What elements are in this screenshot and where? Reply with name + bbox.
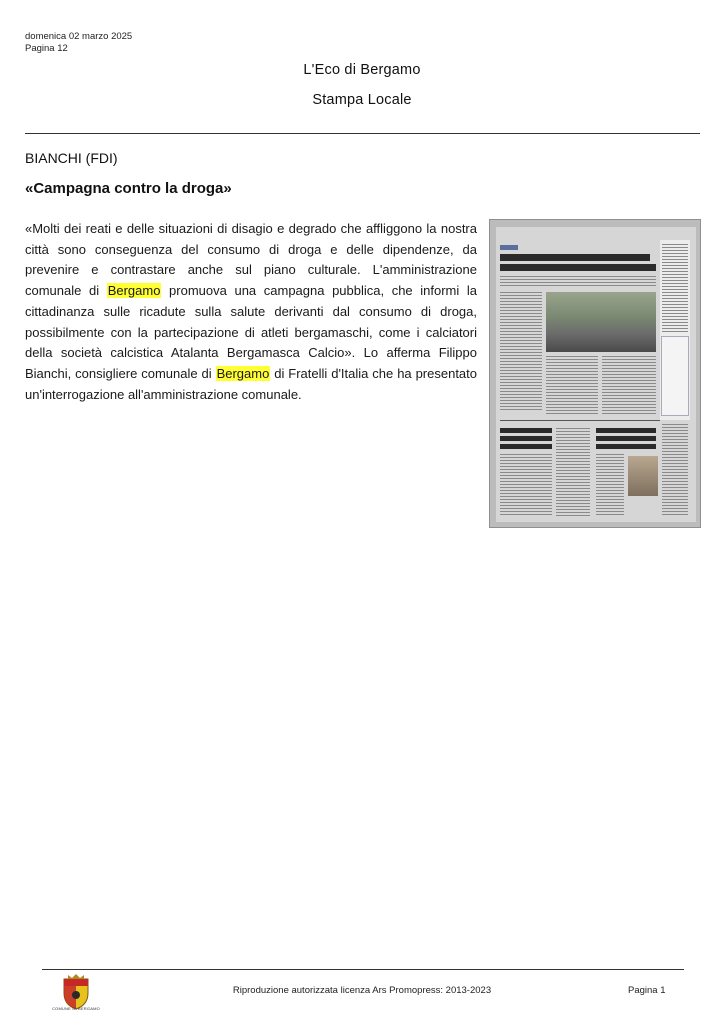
thumbnail-photo — [628, 456, 658, 496]
newspaper-page-thumbnail[interactable] — [489, 219, 701, 528]
header-divider — [25, 133, 700, 134]
issue-page: Pagina 12 — [25, 42, 68, 54]
highlighted-keyword: Bergamo — [216, 365, 270, 381]
issue-date: domenica 02 marzo 2025 — [25, 31, 133, 42]
thumbnail-subheadline — [500, 428, 552, 433]
thumbnail-photo — [546, 292, 656, 352]
article-headline: «Campagna contro la droga» — [25, 180, 232, 197]
article-text-segment: promuova una campagna pubblica, che informi la cittadinanza sulle ricadute sulla salute derivanti dal consumo di droga, possibilmente con la partecipazione di atleti bergamaschi, come i calciatori della società calcistica Atalanta Bergamasca Calcio». Lo afferma Filippo Bianchi, consigliere comunale di — [25, 283, 477, 381]
thumbnail-column — [500, 454, 552, 516]
article-text-segment: di Fratelli d'Italia che ha presentato un'interrogazione all'amministrazione comunale. — [25, 365, 478, 402]
publication-name: L'Eco di Bergamo — [303, 62, 421, 78]
article-text-segment: «Molti dei reati e delle situazioni di disagio e degrado che affliggono la nostra città sono conseguenza del consumo di droga e delle dipendenze, da prevenire e contrastare anche sul piano culturale. L'amministrazione comunale di — [25, 221, 477, 299]
thumbnail-subheadline — [596, 436, 656, 441]
footer-divider — [42, 969, 684, 970]
page-meta — [25, 31, 132, 54]
section-name: Stampa Locale — [312, 92, 412, 108]
highlighted-keyword: Bergamo — [107, 283, 161, 299]
footer-page-number: Pagina 1 — [628, 985, 666, 996]
thumbnail-subheadline — [500, 444, 552, 449]
thumbnail-sidebar-text — [662, 244, 688, 332]
thumbnail-column — [500, 292, 542, 412]
thumbnail-section-tag — [500, 245, 518, 250]
thumbnail-column — [596, 454, 624, 516]
thumbnail-subheadline — [596, 428, 656, 433]
article-body — [25, 219, 477, 405]
logo-caption: COMUNE DI BERGAMO — [52, 1006, 100, 1011]
thumbnail-subheadline — [596, 444, 656, 449]
thumbnail-subheadline — [500, 436, 552, 441]
license-notice: Riproduzione autorizzata licenza Ars Promopress: 2013-2023 — [232, 985, 492, 996]
thumbnail-summary — [500, 276, 656, 286]
article-kicker: BIANCHI (FDI) — [25, 150, 118, 166]
thumbnail-column — [602, 356, 656, 416]
thumbnail-headline-line — [500, 254, 650, 261]
thumbnail-column — [662, 424, 688, 516]
thumbnail-divider — [500, 420, 660, 421]
thumbnail-column — [546, 356, 598, 416]
thumbnail-headline-line — [500, 264, 656, 271]
thumbnail-column — [556, 428, 590, 516]
thumbnail-highlight-box — [661, 336, 689, 416]
